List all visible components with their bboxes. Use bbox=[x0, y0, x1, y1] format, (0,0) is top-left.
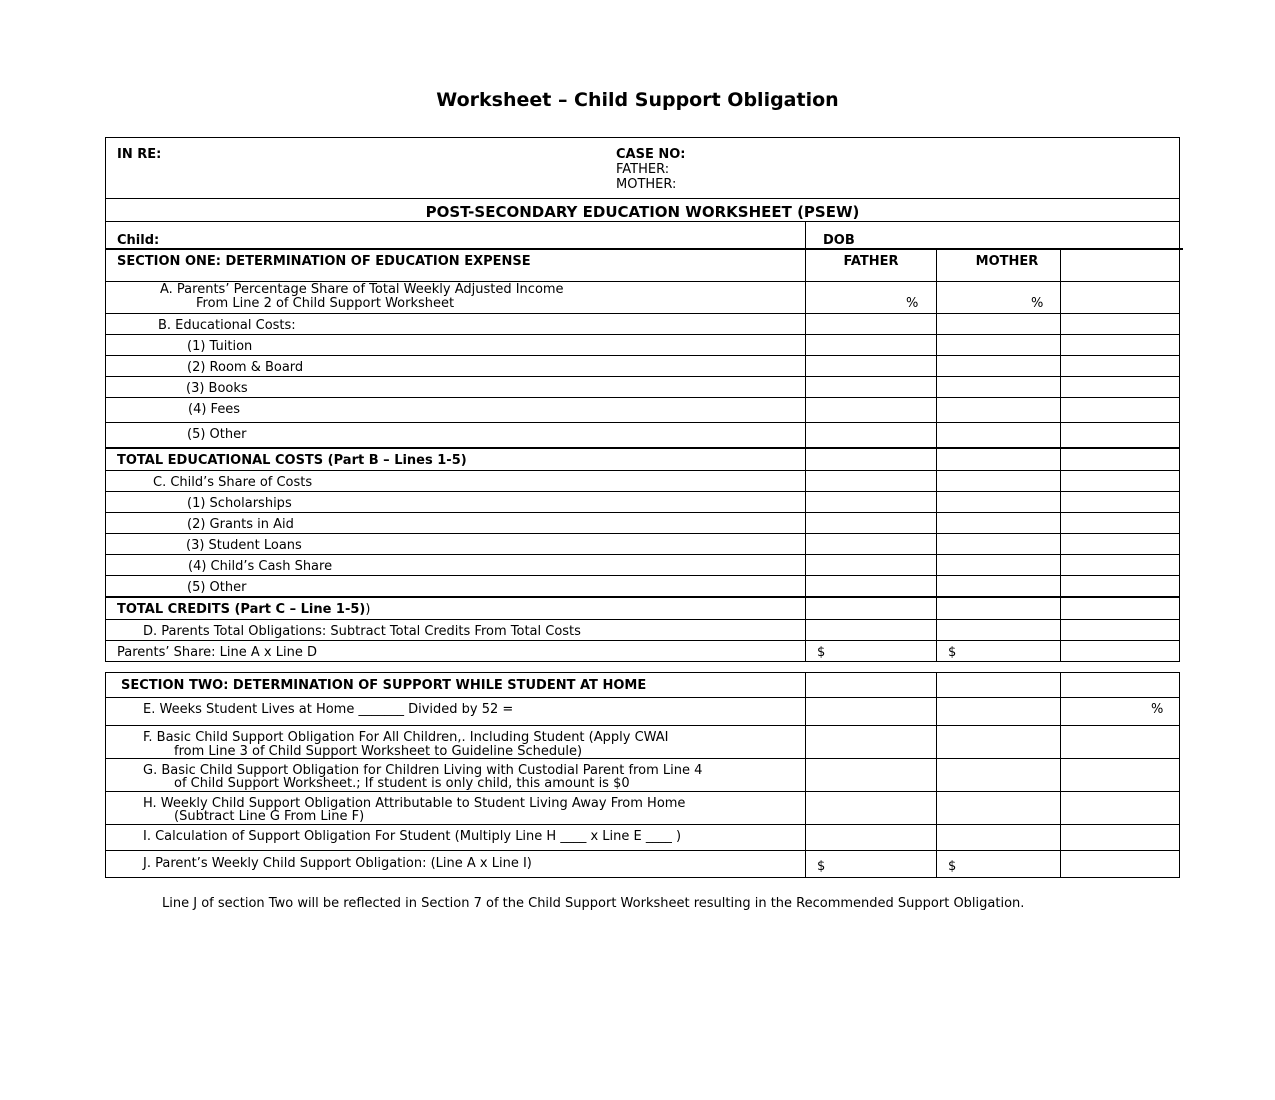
cash-share-label: (4) Child’s Cash Share bbox=[188, 559, 333, 574]
scholarships-label: (1) Scholarships bbox=[187, 496, 292, 511]
psew-title: POST-SECONDARY EDUCATION WORKSHEET (PSEW) bbox=[425, 203, 860, 221]
mother-percent: % bbox=[1031, 296, 1044, 311]
line-i-label: I. Calculation of Support Obligation For Student (Multiply Line H ____ x Line E ____ ) bbox=[143, 829, 682, 844]
line-h-sublabel: (Subtract Line G From Line F) bbox=[174, 809, 365, 824]
page-title: Worksheet – Child Support Obligation bbox=[436, 89, 839, 111]
col-mother-header: MOTHER bbox=[975, 254, 1039, 269]
mother-label: MOTHER: bbox=[616, 177, 677, 192]
section-one-heading: SECTION ONE: DETERMINATION OF EDUCATION EXPENSE bbox=[117, 254, 531, 269]
weeks-percent: % bbox=[1151, 702, 1164, 717]
line-g-sublabel: of Child Support Worksheet.; If student is only child, this amount is $0 bbox=[174, 776, 630, 791]
books-label: (3) Books bbox=[186, 381, 248, 396]
line-c-label: C. Child’s Share of Costs bbox=[153, 475, 313, 490]
col-father-header: FATHER bbox=[843, 254, 899, 269]
father-dollar: $ bbox=[817, 645, 826, 660]
other-credits-label: (5) Other bbox=[187, 580, 247, 595]
line-d-label: D. Parents Total Obligations: Subtract Total Credits From Total Costs bbox=[143, 624, 581, 639]
line-b-label: B. Educational Costs: bbox=[158, 318, 296, 333]
line-a-sublabel: From Line 2 of Child Support Worksheet bbox=[196, 296, 455, 311]
parents-share-label: Parents’ Share: Line A x Line D bbox=[117, 645, 317, 660]
father-percent: % bbox=[906, 296, 919, 311]
other-costs-label: (5) Other bbox=[187, 427, 247, 442]
dob-label: DOB bbox=[823, 233, 855, 248]
line-h-label: H. Weekly Child Support Obligation Attributable to Student Living Away From Home bbox=[143, 796, 686, 811]
section-two-heading: SECTION TWO: DETERMINATION OF SUPPORT WHILE STUDENT AT HOME bbox=[121, 678, 647, 693]
total-credits-label: TOTAL CREDITS (Part C – Line 1-5)) bbox=[117, 602, 371, 617]
footer-note: Line J of section Two will be reflected in Section 7 of the Child Support Worksheet resulting in the Recommended Support Obligation. bbox=[162, 896, 1025, 911]
room-board-label: (2) Room & Board bbox=[187, 360, 304, 375]
tuition-label: (1) Tuition bbox=[187, 339, 253, 354]
line-e-label: E. Weeks Student Lives at Home _______ Divided by 52 = bbox=[143, 702, 514, 717]
father-label: FATHER: bbox=[616, 162, 670, 177]
line-f-label: F. Basic Child Support Obligation For All Children,. Including Student (Apply CWAI bbox=[143, 730, 669, 745]
fees-label: (4) Fees bbox=[188, 402, 241, 417]
line-j-label: J. Parent’s Weekly Child Support Obligation: (Line A x Line I) bbox=[143, 856, 532, 871]
line-a-label: A. Parents’ Percentage Share of Total Weekly Adjusted Income bbox=[160, 282, 564, 297]
mother-dollar: $ bbox=[948, 645, 957, 660]
child-label: Child: bbox=[117, 233, 160, 248]
in-re-label: IN RE: bbox=[117, 147, 162, 162]
line-g-label: G. Basic Child Support Obligation for Children Living with Custodial Parent from Line 4 bbox=[143, 763, 703, 778]
total-costs-label: TOTAL EDUCATIONAL COSTS (Part B – Lines 1-5) bbox=[117, 453, 467, 468]
line-f-sublabel: from Line 3 of Child Support Worksheet to Guideline Schedule) bbox=[174, 744, 583, 759]
case-no-label: CASE NO: bbox=[616, 147, 686, 162]
mother-weekly-dollar: $ bbox=[948, 859, 957, 874]
father-weekly-dollar: $ bbox=[817, 859, 826, 874]
grants-label: (2) Grants in Aid bbox=[187, 517, 294, 532]
student-loans-label: (3) Student Loans bbox=[186, 538, 302, 553]
